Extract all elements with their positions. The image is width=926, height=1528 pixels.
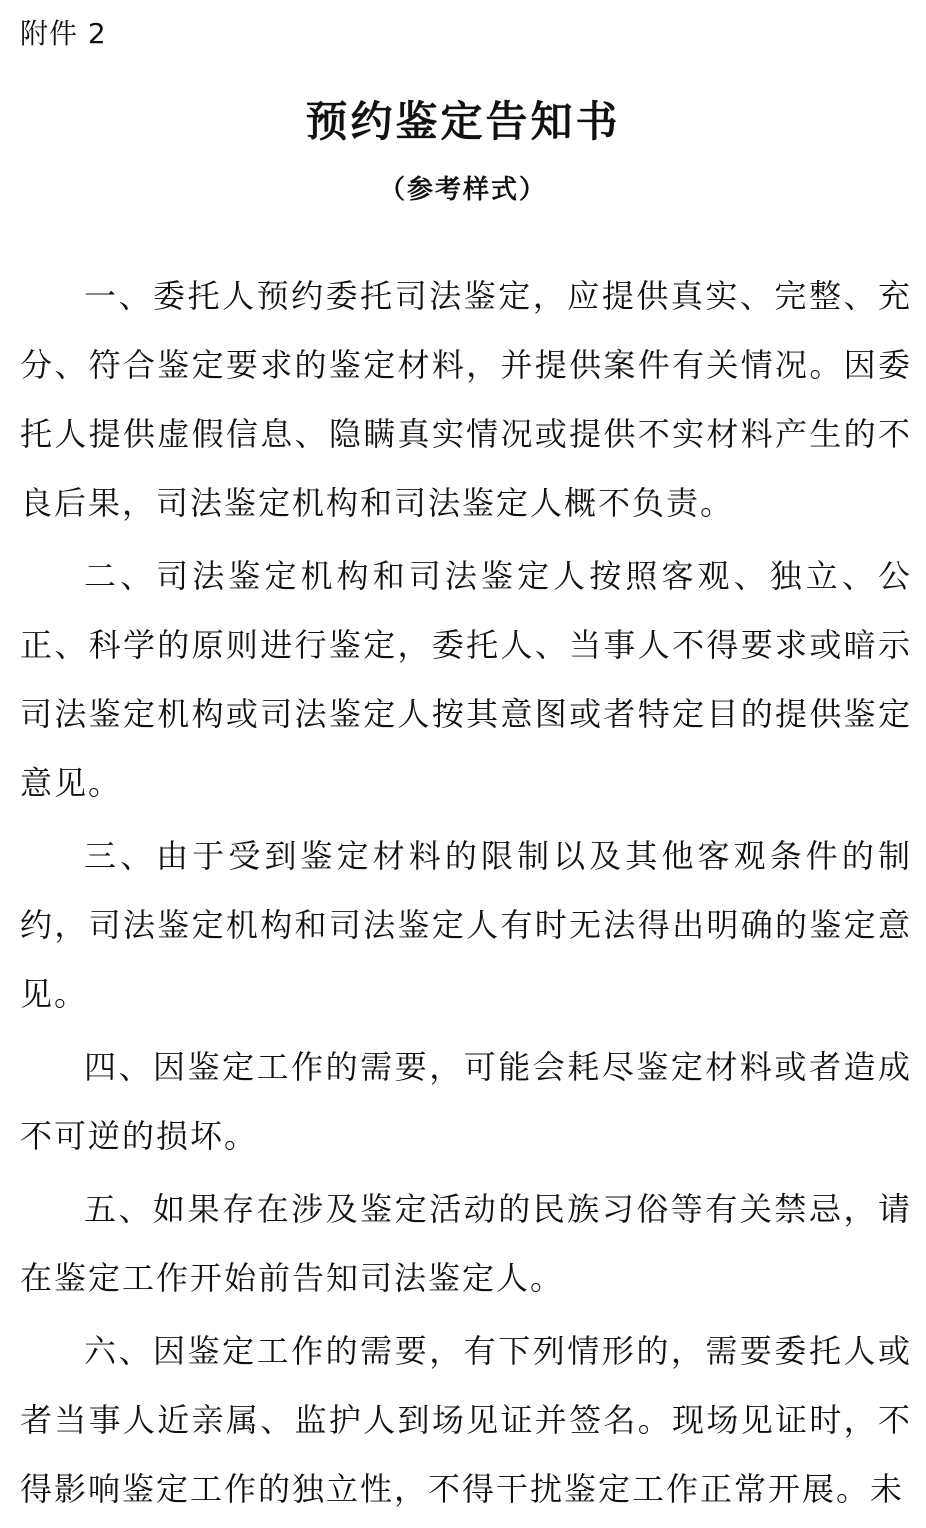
attachment-label: 附件 2: [20, 17, 107, 50]
paragraph-5: 五、如果存在涉及鉴定活动的民族习俗等有关禁忌，请在鉴定工作开始前告知司法鉴定人。: [20, 1190, 912, 1297]
paragraph-6: 六、因鉴定工作的需要，有下列情形的，需要委托人或者当事人近亲属、监护人到场见证并签名。现场见证时，不得影响鉴定工作的独立性，不得干扰鉴定工作正常开展。未: [20, 1332, 912, 1508]
paragraph-2: 二、司法鉴定机构和司法鉴定人按照客观、独立、公正、科学的原则进行鉴定，委托人、当事人不得要求或暗示司法鉴定机构或司法鉴定人按其意图或者特定目的提供鉴定意见。: [20, 557, 912, 802]
paragraph-3: 三、由于受到鉴定材料的限制以及其他客观条件的制约，司法鉴定机构和司法鉴定人有时无法得出明确的鉴定意见。: [20, 837, 912, 1013]
document-title: 预约鉴定告知书: [305, 97, 621, 146]
document-subtitle: （参考样式）: [378, 175, 547, 205]
document-body: [20, 262, 912, 1528]
paragraph-4: 四、因鉴定工作的需要，可能会耗尽鉴定材料或者造成不可逆的损坏。: [20, 1048, 912, 1155]
paragraph-1: 一、委托人预约委托司法鉴定，应提供真实、完整、充分、符合鉴定要求的鉴定材料，并提供案件有关情况。因委托人提供虚假信息、隐瞒真实情况或提供不实材料产生的不良后果，司法鉴定机构和司法鉴定人概不负责。: [20, 277, 912, 522]
